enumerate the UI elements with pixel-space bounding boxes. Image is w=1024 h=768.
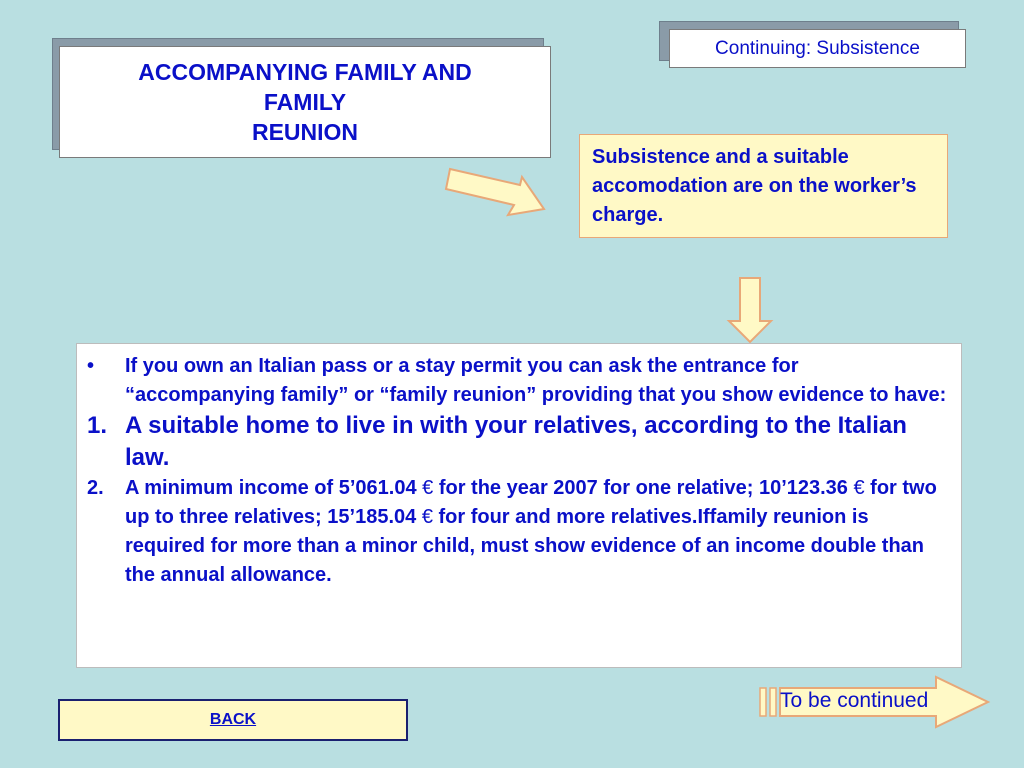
list-marker-1: 1. [87,412,108,439]
continuing-tag: Continuing: Subsistence [669,29,966,68]
list-item-1-text: A suitable home to live in with your relatives, according to the Italian law. [125,412,907,471]
intro-text: If you own an Italian pass or a stay permit you can ask the entrance for “accompanying family” or “family reunion” providing that you show evidence to have: [125,355,947,406]
page-title [59,46,551,158]
list-item-2-text [125,474,947,590]
income-text-2: for the year 2007 for one relative; 10’123.36 [433,477,854,499]
back-link[interactable]: BACK [209,711,257,728]
title-line-3: REUNION [251,119,359,145]
list-item-1 [87,410,947,474]
continue-link[interactable]: To be continued [780,689,929,712]
title-line-1: ACCOMPANYING FAMILY AND [138,59,472,85]
intro-bullet [87,352,947,410]
list-marker-2: 2. [87,477,104,499]
main-content [76,343,962,668]
title-line-2: FAMILY [263,89,347,115]
right-arrow-icon [446,167,546,219]
income-text-4: for four and more relatives.Iffamily reunion is required for more than a minor child, must show evidence of an income double than the annual allowance. [125,506,925,586]
income-text-3: for two up to three relatives; 15’185.04 [125,477,937,528]
subsistence-note: Subsistence and a suitable accomodation are on the worker’s charge. [579,134,948,238]
euro-symbol: € [422,477,434,499]
euro-symbol: € [421,506,433,528]
income-text-1: A minimum income of 5’061.04 [125,477,423,499]
bullet-marker: • [87,355,95,377]
back-button[interactable] [58,699,408,741]
down-arrow-icon [728,277,772,343]
euro-symbol: € [853,477,865,499]
list-item-2 [87,474,947,590]
